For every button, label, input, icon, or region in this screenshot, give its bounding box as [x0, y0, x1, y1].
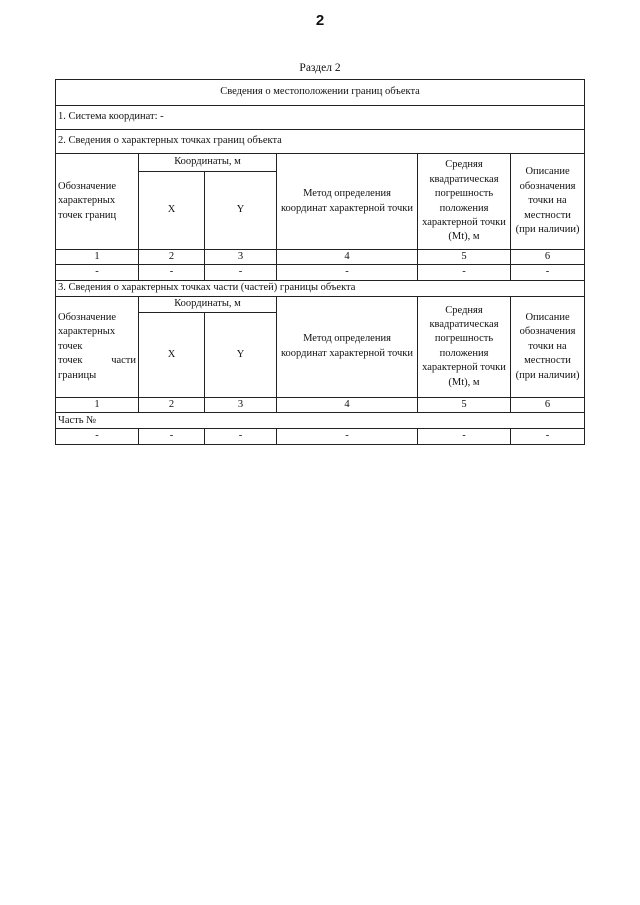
part3-col1-line2: [58, 354, 136, 368]
part2-col1-header: Обозначение характерных точек границ: [56, 154, 139, 250]
table-cell: -: [56, 265, 139, 280]
part2-x-header: X: [139, 172, 205, 250]
column-number: 1: [56, 397, 139, 412]
boundary-points-table: [55, 79, 585, 445]
part2-description-header: Описание обозначения точки на местности (при наличии): [511, 154, 585, 250]
column-number: 4: [277, 250, 418, 265]
column-number: 5: [418, 250, 511, 265]
part3-part-label-row: [56, 413, 585, 429]
part3-column-numbers-row: [56, 397, 585, 412]
table-cell: -: [277, 429, 418, 444]
part3-header-row: [56, 296, 585, 312]
part3-col1-line1: Обозначение характерных точек: [58, 311, 117, 352]
part2-heading-row: [56, 130, 585, 154]
part3-error-header: Средняя квадратическая погрешность положения характерной точки (Mt), м: [418, 296, 511, 397]
table-cell: -: [418, 265, 511, 280]
part-number-label: Часть №: [56, 413, 585, 429]
table-cell: -: [139, 429, 205, 444]
part3-heading: 3. Сведения о характерных точках части (частей) границы объекта: [56, 280, 585, 296]
part2-coords-header: Координаты, м: [139, 154, 277, 172]
part3-col1-header: [56, 296, 139, 397]
part3-heading-row: [56, 280, 585, 296]
table-cell: -: [511, 429, 585, 444]
column-number: 6: [511, 397, 585, 412]
part3-col1-word-tochek: точек: [58, 355, 83, 367]
part2-header-row: [56, 154, 585, 172]
part3-col1-word-chasti: части: [111, 355, 136, 367]
table-cell: -: [139, 265, 205, 280]
table-cell: -: [511, 265, 585, 280]
column-number: 5: [418, 397, 511, 412]
part2-method-header: Метод определения координат характерной точки: [277, 154, 418, 250]
part3-y-header: Y: [205, 312, 277, 397]
coord-system-text: 1. Система координат: -: [56, 106, 585, 130]
part3-data-row: [56, 429, 585, 444]
table-cell: -: [56, 429, 139, 444]
part3-description-header: Описание обозначения точки на местности (при наличии): [511, 296, 585, 397]
column-number: 2: [139, 250, 205, 265]
column-number: 1: [56, 250, 139, 265]
part3-col1-line3: границы: [58, 369, 97, 381]
part2-column-numbers-row: [56, 250, 585, 265]
coord-system-row: [56, 106, 585, 130]
part3-method-header: Метод определения координат характерной точки: [277, 296, 418, 397]
table-title: Сведения о местоположении границ объекта: [56, 80, 585, 106]
column-number: 6: [511, 250, 585, 265]
page-number: 2: [315, 12, 325, 29]
part2-heading: 2. Сведения о характерных точках границ объекта: [56, 130, 585, 154]
table-cell: -: [277, 265, 418, 280]
column-number: 3: [205, 397, 277, 412]
table-title-row: [56, 80, 585, 106]
part2-y-header: Y: [205, 172, 277, 250]
column-number: 4: [277, 397, 418, 412]
part2-error-header: Средняя квадратическая погрешность положения характерной точки (Mt), м: [418, 154, 511, 250]
part3-coords-header: Координаты, м: [139, 296, 277, 312]
column-number: 2: [139, 397, 205, 412]
table-cell: -: [418, 429, 511, 444]
column-number: 3: [205, 250, 277, 265]
part2-data-row: [56, 265, 585, 280]
table-cell: -: [205, 265, 277, 280]
part3-x-header: X: [139, 312, 205, 397]
table-cell: -: [205, 429, 277, 444]
section-title: Раздел 2: [299, 62, 341, 74]
